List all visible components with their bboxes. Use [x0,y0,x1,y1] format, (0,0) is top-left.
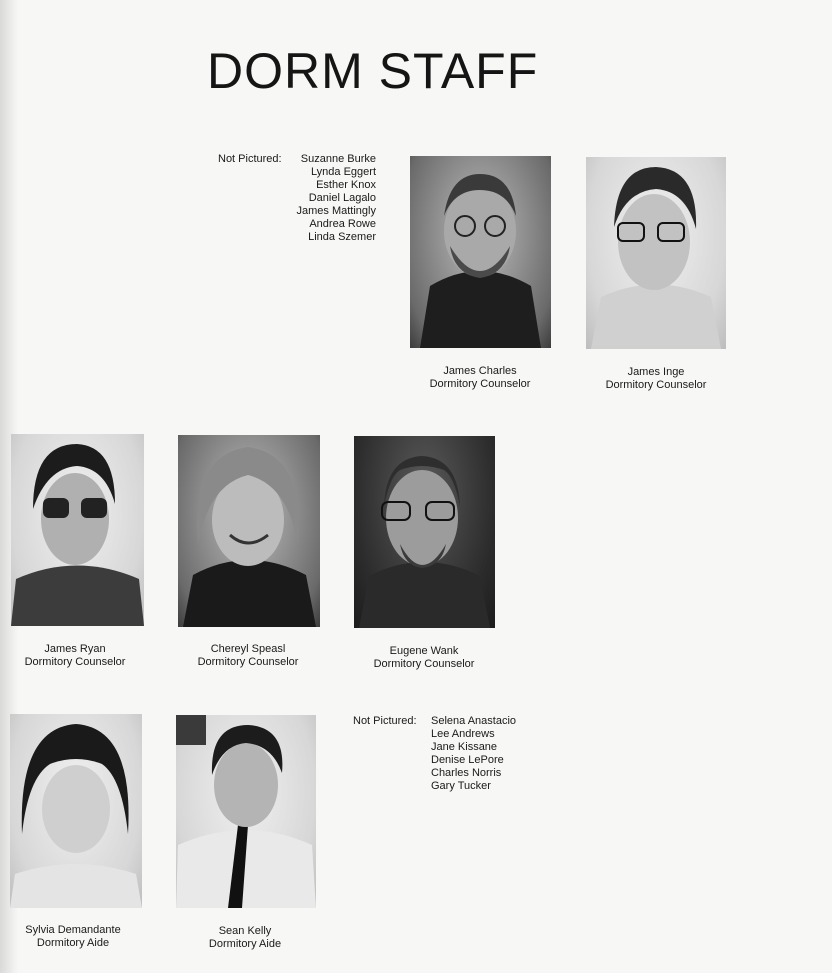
not-pictured-bottom [353,715,553,805]
staff-role: Dormitory Counselor [429,378,531,390]
staff-role: Dormitory Counselor [24,656,126,668]
list-item: Daniel Lagalo [308,192,376,204]
list-item: Andrea Rowe [309,218,376,230]
list-item: Charles Norris [431,767,502,779]
list-item: Denise LePore [431,754,504,766]
staff-name: Eugene Wank [389,645,459,657]
portrait-illustration [176,715,316,908]
staff-role: Dormitory Counselor [197,656,299,668]
portrait-illustration [11,434,144,626]
not-pictured-top [218,153,378,253]
staff-name: Sylvia Demandante [25,924,121,936]
portrait-illustration [354,436,495,628]
staff-photo-james-inge [586,157,726,349]
staff-role: Dormitory Counselor [373,658,475,670]
list-item: Gary Tucker [431,780,491,792]
staff-name: James Charles [443,365,517,377]
not-pictured-label: Not Pictured: [218,153,282,165]
staff-caption [606,366,707,392]
staff-role: Dormitory Counselor [605,379,707,391]
staff-photo-sean-kelly [176,715,316,908]
not-pictured-label: Not Pictured: [353,715,417,727]
staff-photo-eugene-wank [354,436,495,628]
page-title: DORM STAFF [207,42,539,99]
not-pictured-list [431,715,516,793]
staff-photo-james-ryan [11,434,144,626]
staff-caption [198,643,299,669]
portrait-illustration [410,156,551,348]
list-item: James Mattingly [296,205,376,217]
staff-caption [430,365,531,391]
list-item: Suzanne Burke [300,153,376,165]
list-item: Lynda Eggert [310,166,376,178]
staff-role: Dormitory Aide [208,938,282,950]
list-item: Jane Kissane [431,741,498,753]
portrait-illustration [10,714,142,908]
staff-name: Sean Kelly [218,925,272,937]
list-item: Linda Szemer [308,231,376,243]
staff-name: Chereyl Speasl [210,643,286,655]
staff-caption [25,924,120,950]
list-item: Lee Andrews [431,728,495,740]
staff-photo-chereyl-speasl [178,435,320,627]
staff-caption [209,925,281,951]
portrait-illustration [178,435,320,627]
portrait-illustration [586,157,726,349]
not-pictured-list [297,153,376,244]
staff-photo-sylvia-demandante [10,714,142,908]
list-item: Selena Anastacio [431,715,517,727]
staff-role: Dormitory Aide [36,937,110,949]
staff-name: James Inge [627,366,685,378]
staff-caption [374,645,475,671]
staff-name: James Ryan [44,643,106,655]
staff-caption [25,643,126,669]
list-item: Esther Knox [316,179,376,191]
staff-photo-james-charles [410,156,551,348]
